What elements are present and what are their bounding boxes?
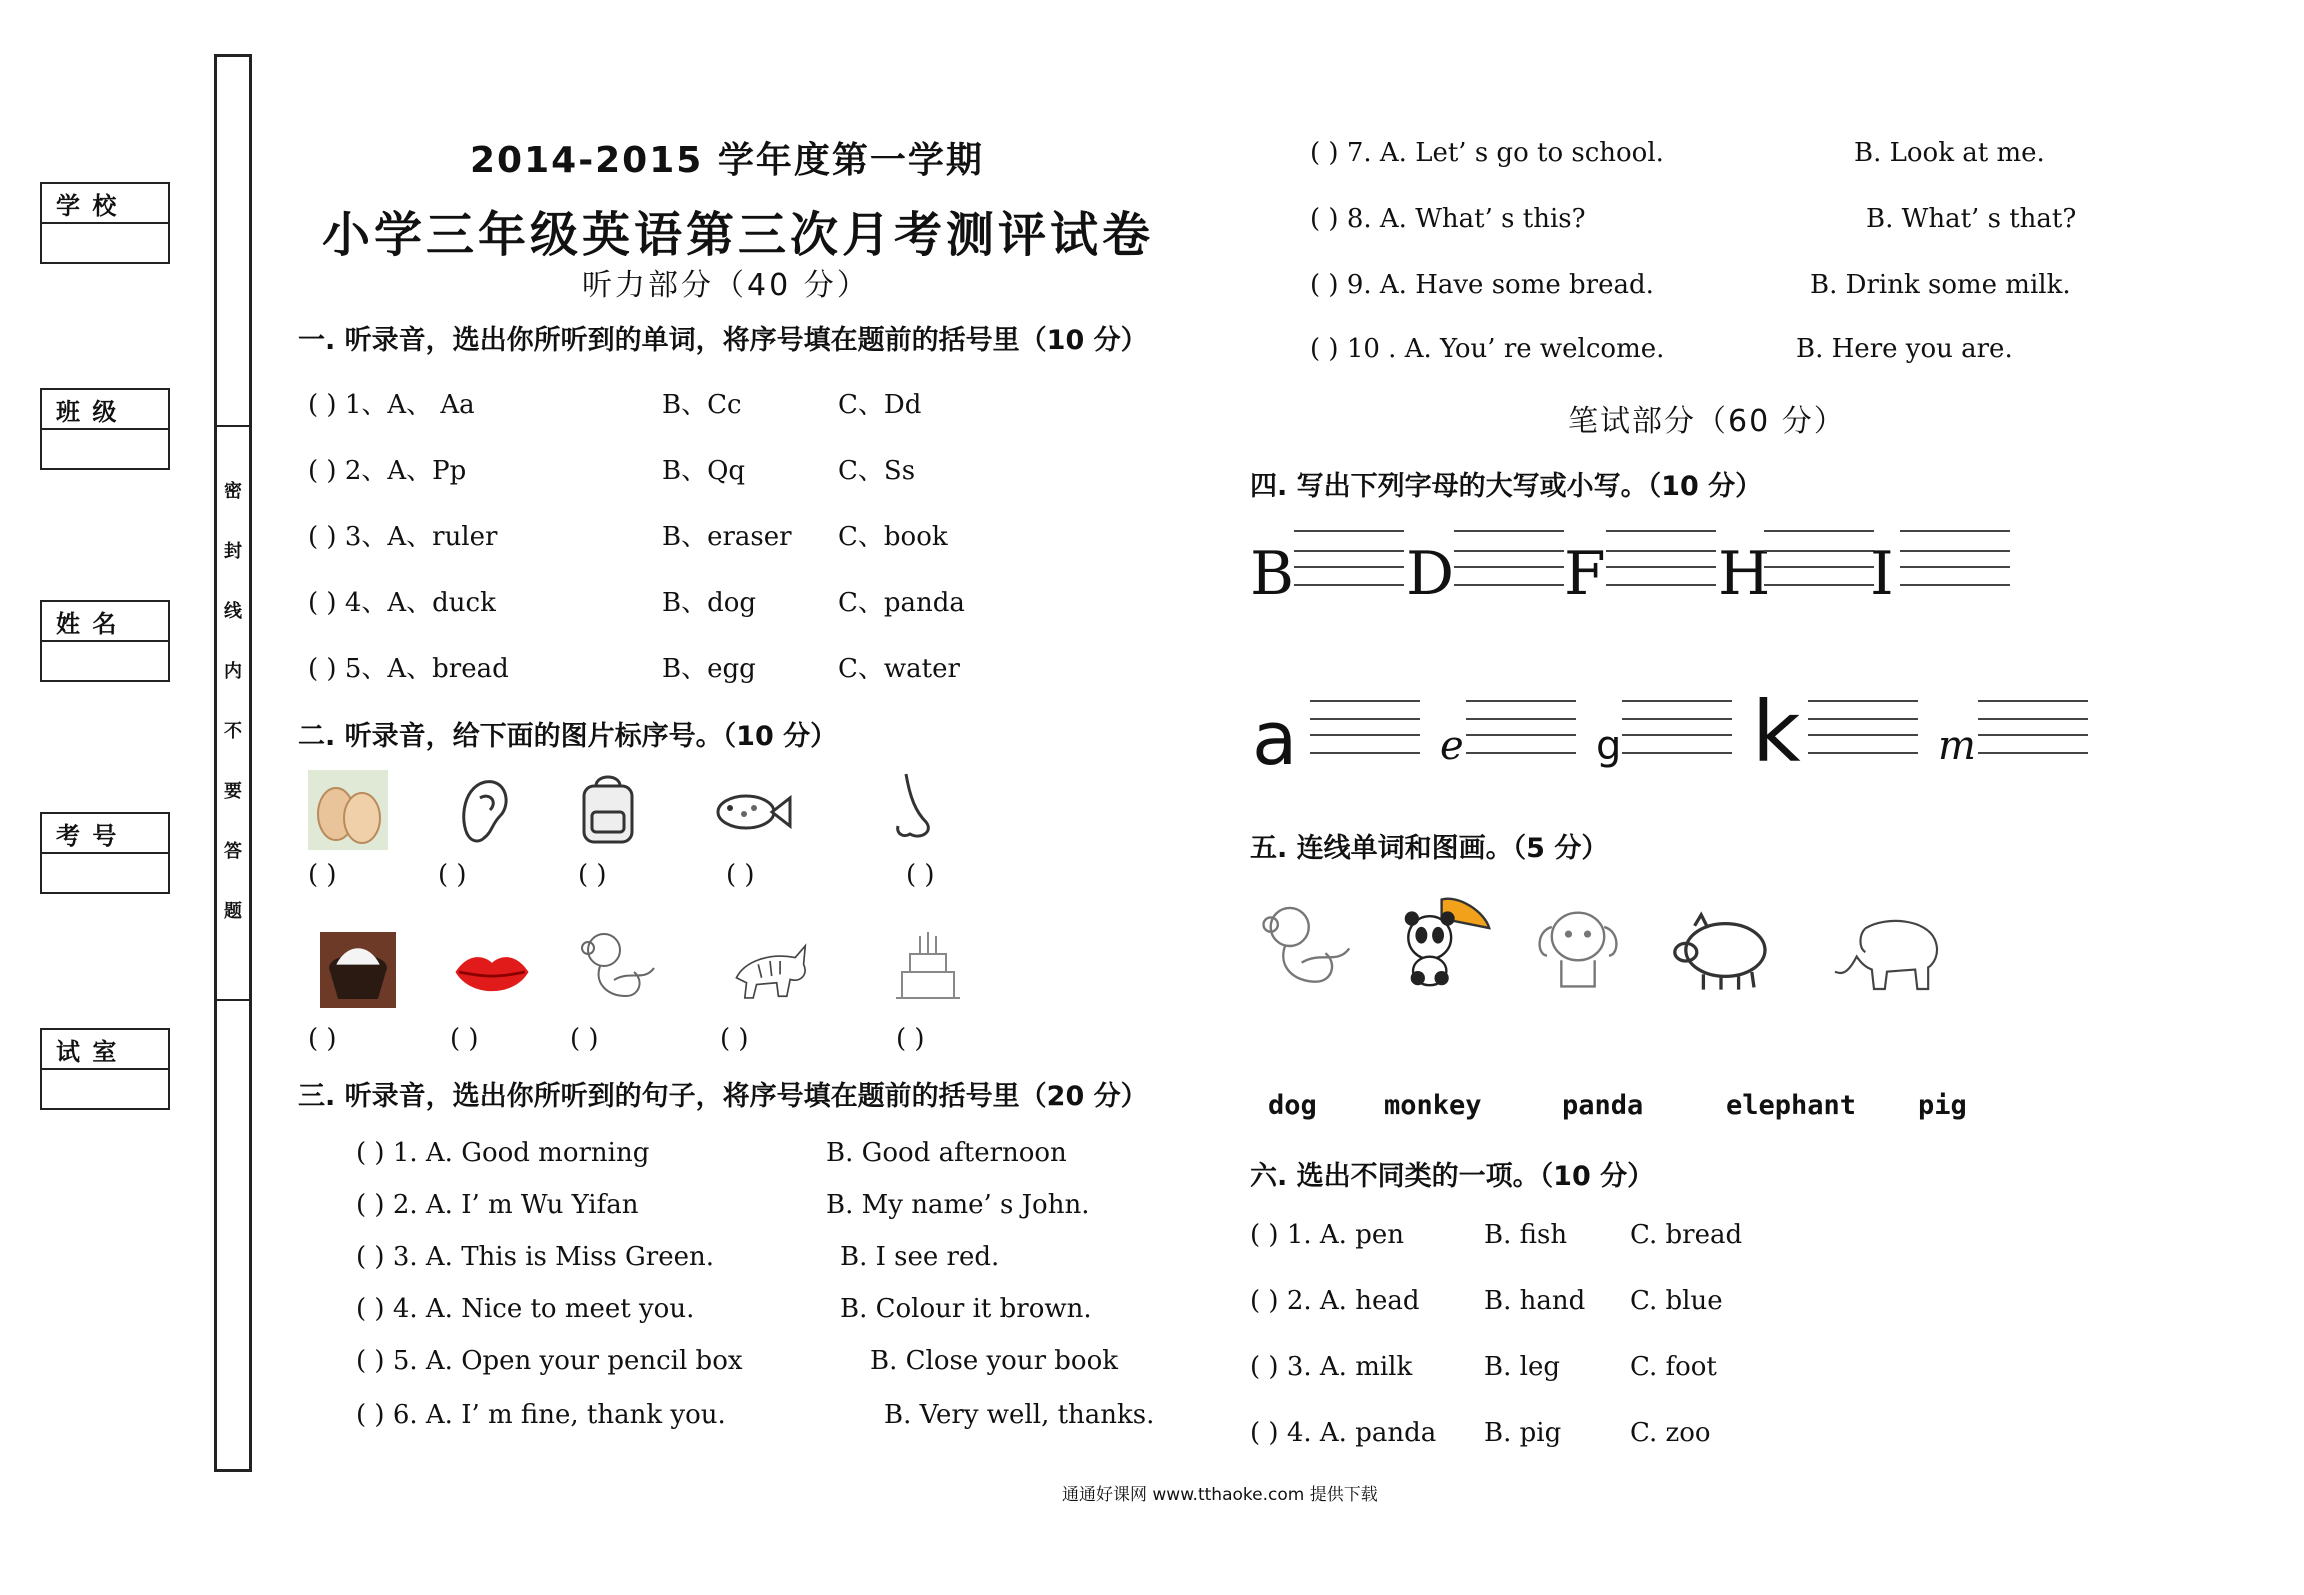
pig-image xyxy=(1666,900,1776,1000)
s1-row: ( ) 2、A、Pp B、Qq C、Ss xyxy=(308,456,916,486)
s3-row: ( ) 10 . A. You’ re welcome. B. Here you are. xyxy=(1310,334,2013,364)
backpack-image xyxy=(566,768,650,852)
section3-title: 三. 听录音，选出你所听到的句子，将序号填在题前的括号里（20 分） xyxy=(298,1081,1148,1112)
writing-lines[interactable] xyxy=(1466,700,1576,760)
monkey-image xyxy=(574,924,658,1008)
s1-row: ( ) 3、A、ruler B、eraser C、book xyxy=(308,522,948,552)
answer-blank[interactable]: ( ) xyxy=(720,1024,749,1054)
s3-row: ( ) 4. A. Nice to meet you. B. Colour it brown. xyxy=(356,1294,1092,1324)
writing-lines[interactable] xyxy=(1622,700,1732,760)
s6-row: ( ) 4. A. panda B. pig C. zoo xyxy=(1250,1418,1711,1448)
cake-image xyxy=(886,924,970,1008)
match-word: panda xyxy=(1562,1090,1644,1121)
section2-title: 二. 听录音，给下面的图片标序号。（10 分） xyxy=(298,721,838,752)
match-word: dog xyxy=(1268,1090,1317,1121)
writing-lines[interactable] xyxy=(1808,700,1918,760)
answer-blank[interactable]: ( ) xyxy=(906,860,935,890)
answer-blank[interactable]: ( ) xyxy=(308,1024,337,1054)
monkey-image xyxy=(1254,896,1354,996)
letter-prompt: F xyxy=(1564,539,1606,609)
seal-line-text: 密 封 线 内 不 要 答 题 xyxy=(224,481,242,922)
school-year-heading: 2014-2015 学年度第一学期 xyxy=(470,140,984,181)
written-heading: 笔试部分（60 分） xyxy=(1568,404,1846,439)
letter-prompt: a xyxy=(1252,696,1298,782)
dog-image xyxy=(1528,896,1628,996)
s6-row: ( ) 3. A. milk B. leg C. foot xyxy=(1250,1352,1717,1382)
school-field[interactable]: 学 校 xyxy=(40,182,170,264)
s1-row: ( ) 5、A、bread B、egg C、water xyxy=(308,654,960,684)
s3-row: ( ) 3. A. This is Miss Green. B. I see red. xyxy=(356,1242,1000,1272)
writing-lines[interactable] xyxy=(1978,700,2088,760)
ear-image xyxy=(440,768,524,852)
match-word: pig xyxy=(1918,1090,1967,1121)
s3-row: ( ) 6. A. I’ m fine, thank you. B. Very well, thanks. xyxy=(356,1400,1155,1430)
s1-row: ( ) 4、A、duck B、dog C、panda xyxy=(308,588,965,618)
writing-lines[interactable] xyxy=(1606,530,1716,590)
class-field[interactable]: 班 级 xyxy=(40,388,170,470)
section6-title: 六. 选出不同类的一项。（10 分） xyxy=(1250,1161,1655,1192)
s3-row: ( ) 2. A. I’ m Wu Yifan B. My name’ s John. xyxy=(356,1190,1090,1220)
letter-prompt: g xyxy=(1596,723,1622,769)
answer-blank[interactable]: ( ) xyxy=(438,860,467,890)
exam-room-field[interactable]: 试 室 xyxy=(40,1028,170,1110)
name-field[interactable]: 姓 名 xyxy=(40,600,170,682)
answer-blank[interactable]: ( ) xyxy=(570,1024,599,1054)
letter-prompt: B xyxy=(1250,539,1295,609)
writing-lines[interactable] xyxy=(1900,530,2010,590)
eggs-image xyxy=(306,768,390,852)
answer-blank[interactable]: ( ) xyxy=(896,1024,925,1054)
section5-title: 五. 连线单词和图画。（5 分） xyxy=(1250,833,1609,864)
seal-line-strip xyxy=(214,54,252,1472)
section1-title: 一. 听录音，选出你所听到的单词，将序号填在题前的括号里（10 分） xyxy=(298,325,1148,356)
writing-lines[interactable] xyxy=(1764,530,1874,590)
s3-row: ( ) 1. A. Good morning B. Good afternoon xyxy=(356,1138,1067,1168)
section4-title: 四. 写出下列字母的大写或小写。（10 分） xyxy=(1250,471,1763,502)
listening-heading: 听力部分（40 分） xyxy=(582,268,870,303)
exam-number-field[interactable]: 考 号 xyxy=(40,812,170,894)
s3-row: ( ) 7. A. Let’ s go to school. B. Look at me. xyxy=(1310,138,2045,168)
s3-row: ( ) 8. A. What’ s this? B. What’ s that? xyxy=(1310,204,2077,234)
letter-prompt: m xyxy=(1938,723,1976,769)
letter-prompt: e xyxy=(1440,723,1464,769)
letter-prompt: k xyxy=(1752,683,1801,781)
tiger-image xyxy=(720,920,820,1012)
s6-row: ( ) 2. A. head B. hand C. blue xyxy=(1250,1286,1723,1316)
answer-blank[interactable]: ( ) xyxy=(578,860,607,890)
answer-blank[interactable]: ( ) xyxy=(726,860,755,890)
s1-row: ( ) 1、A、 Aa B、Cc C、Dd xyxy=(308,390,922,420)
mouth-image xyxy=(446,930,538,1014)
elephant-image xyxy=(1822,900,1952,1000)
letter-prompt: D xyxy=(1406,539,1455,609)
match-word: elephant xyxy=(1726,1090,1857,1121)
answer-blank[interactable]: ( ) xyxy=(308,860,337,890)
s3-row: ( ) 9. A. Have some bread. B. Drink some milk. xyxy=(1310,270,2071,300)
answer-blank[interactable]: ( ) xyxy=(450,1024,479,1054)
writing-lines[interactable] xyxy=(1294,530,1404,590)
s6-row: ( ) 1. A. pen B. fish C. bread xyxy=(1250,1220,1743,1250)
nose-image xyxy=(870,768,954,852)
panda-image xyxy=(1394,890,1494,990)
writing-lines[interactable] xyxy=(1310,700,1420,760)
rice-image xyxy=(320,924,396,1016)
s3-row: ( ) 5. A. Open your pencil box B. Close your book xyxy=(356,1346,1118,1376)
letter-prompt: H xyxy=(1718,539,1771,609)
match-word: monkey xyxy=(1384,1090,1482,1121)
footer-credit: 通通好课网 www.tthaoke.com 提供下载 xyxy=(1062,1485,1378,1505)
letter-prompt: I xyxy=(1870,539,1894,609)
writing-lines[interactable] xyxy=(1454,530,1564,590)
fish-image xyxy=(710,768,794,852)
page-title: 小学三年级英语第三次月考测评试卷 xyxy=(322,207,1155,263)
